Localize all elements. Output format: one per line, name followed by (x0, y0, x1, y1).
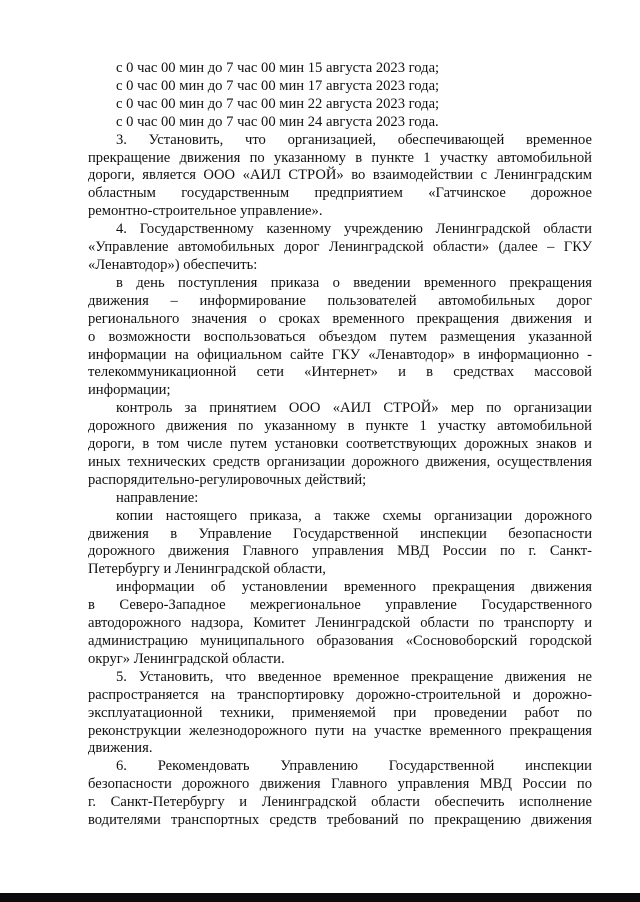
text-line: в день поступления приказа о введении временного прекращения (116, 274, 592, 291)
text-line: ремонтно-строительное управление». (88, 203, 323, 220)
text-line: движения – информирование пользователей автомобильных дорог (88, 292, 592, 309)
text-line: движения. (88, 740, 153, 757)
text-line: водителями транспортных средств требований по прекращению движения (88, 812, 592, 829)
scan-bottom-edge (0, 893, 640, 902)
text-line: дороги, в том числе путем установки соответствующих дорожных знаков и (88, 436, 592, 453)
text-line: г. Санкт-Петербургу и Ленинградской области обеспечить исполнение (88, 794, 592, 811)
text-line: округ» Ленинградской области. (88, 650, 285, 667)
document-page (88, 60, 592, 830)
text-line: копии настоящего приказа, а также схемы организации дорожного (116, 507, 592, 524)
text-line: «Ленавтодор») обеспечить: (88, 256, 258, 273)
text-line: 6. Рекомендовать Управлению Государственной инспекции (116, 758, 592, 775)
text-line: 4. Государственному казенному учреждению Ленинградской области (116, 221, 592, 238)
text-line: 3. Установить, что организацией, обеспечивающей временное (116, 131, 592, 148)
text-line: дорожного движения по указанному в пункте 1 участку автомобильной (88, 418, 592, 435)
text-line: с 0 час 00 мин до 7 час 00 мин 15 августа 2023 года; (116, 60, 440, 76)
text-line: безопасности дорожного движения Главного управления МВД России по (88, 776, 592, 793)
text-line: Петербургу и Ленинградской области, (88, 561, 326, 578)
text-line: с 0 час 00 мин до 7 час 00 мин 17 августа 2023 года; (116, 77, 440, 94)
text-line: автодорожного надзора, Комитет Ленинградской области по транспорту и (88, 615, 592, 632)
text-line: распространяется на транспортировку дорожно-строительной и дорожно- (88, 686, 592, 703)
text-line: информации об установлении временного прекращения движения (116, 579, 592, 596)
text-line: эксплуатационной техники, применяемой при проведении работ по (88, 704, 592, 721)
text-line: администрацию муниципального образования «Сосновоборский городской (88, 633, 592, 649)
text-line: информации на официальном сайте ГКУ «Ленавтодор» в информационно - (88, 346, 592, 363)
text-line: дорожного движения Главного управления МВД России по г. Санкт- (88, 543, 592, 560)
text-line: направление: (116, 489, 199, 506)
text-line: дороги, является ООО «АИЛ СТРОЙ» во взаимодействии с Ленинградским (88, 167, 592, 184)
text-line: с 0 час 00 мин до 7 час 00 мин 22 августа 2023 года; (116, 95, 440, 112)
text-line: о возможности воспользоваться объездом путем размещения указанной (88, 328, 592, 345)
text-line: 5. Установить, что введенное временное прекращение движения не (116, 668, 592, 685)
text-line: с 0 час 00 мин до 7 час 00 мин 24 августа 2023 года. (116, 113, 439, 130)
text-line: контроль за принятием ООО «АИЛ СТРОЙ» мер по организации (116, 400, 592, 417)
text-line: «Управление автомобильных дорог Ленинградской области» (далее – ГКУ (88, 239, 592, 256)
text-line: иных технических средств организации дорожного движения, осуществления (88, 453, 592, 470)
text-line: распорядительно-регулировочных действий; (88, 471, 367, 488)
text-line: прекращение движения по указанному в пункте 1 участку автомобильной (88, 149, 592, 166)
text-line: телекоммуникационной сети «Интернет» и в средствах массовой (88, 364, 592, 381)
text-line: реконструкции железнодорожного пути на участке временного прекращения (88, 722, 592, 739)
text-line: информации; (88, 382, 171, 399)
text-line: регионального значения о сроках временного прекращения движения и (88, 310, 592, 327)
text-line: в Северо-Западное межрегиональное управление Государственного (88, 597, 592, 614)
text-line: областным государственным предприятием «Гатчинское дорожное (88, 185, 592, 202)
text-line: движения в Управление Государственной инспекции безопасности (88, 525, 592, 542)
